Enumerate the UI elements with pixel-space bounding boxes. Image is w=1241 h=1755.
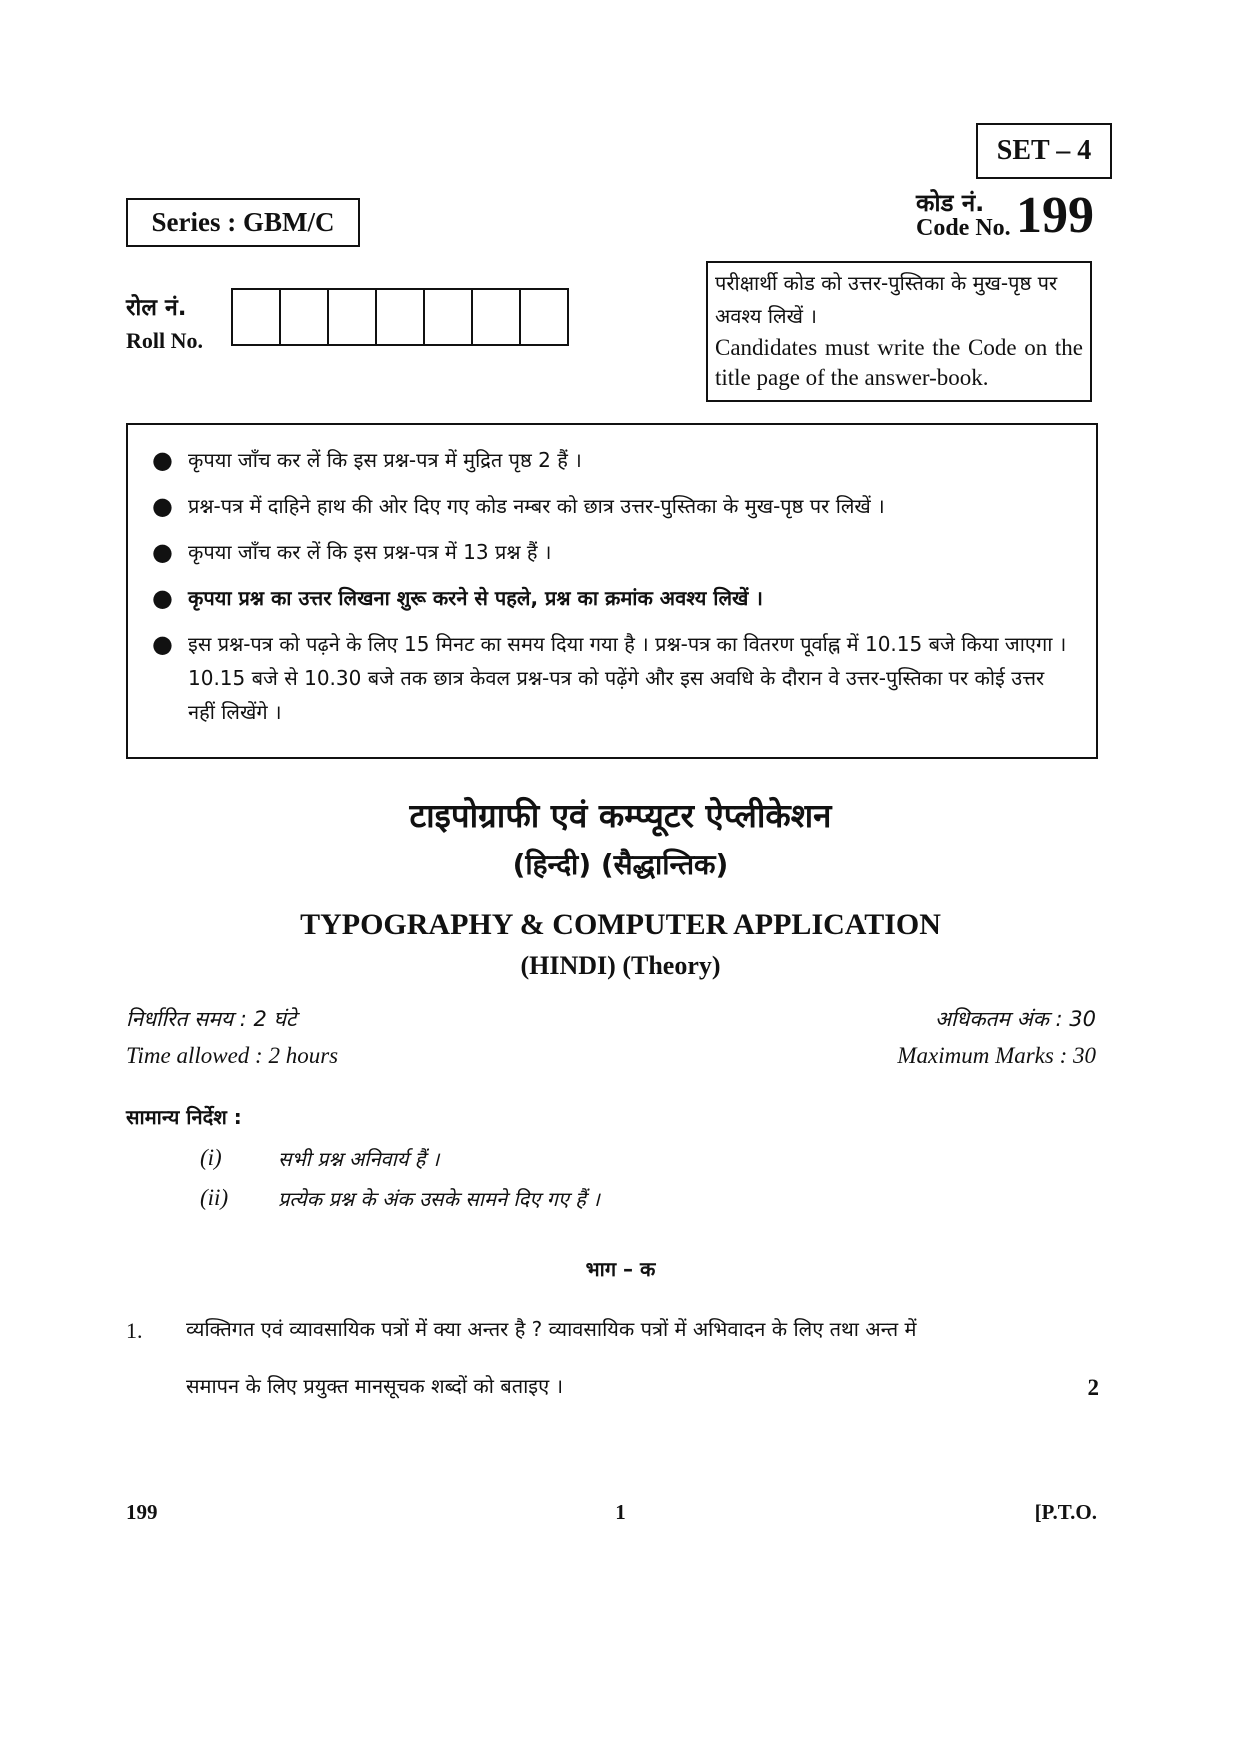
candidate-note-hindi: परीक्षार्थी कोड को उत्तर-पुस्तिका के मुख-पृष्ठ पर अवश्य लिखें । [715,271,1058,328]
general-instruction-item [200,1145,439,1172]
instruction-text: कृपया जाँच कर लें कि इस प्रश्न-पत्र में मुद्रित पृष्ठ 2 हैं । [188,448,582,472]
general-instruction-number: (i) [200,1145,222,1170]
general-instruction-text: प्रत्येक प्रश्न के अंक उसके सामने दिए गए हैं । [278,1187,600,1211]
bullet-icon: ● [152,630,173,658]
time-allowed-hindi: निर्धारित समय : 2 घंटे [126,1007,297,1031]
roll-number-boxes[interactable] [231,288,569,346]
time-allowed-english: Time allowed : 2 hours [126,1043,339,1068]
footer-pto: [P.T.O. [1034,1500,1097,1524]
roll-digit-box[interactable] [233,290,281,344]
roll-digit-box[interactable] [473,290,521,344]
instruction-item [152,443,1072,477]
instruction-text: कृपया प्रश्न का उत्तर लिखना शुरू करने से पहले, प्रश्न का क्रमांक अवश्य लिखें । [188,586,763,610]
instruction-text: प्रश्न-पत्र में दाहिने हाथ की ओर दिए गए कोड नम्बर को छात्र उत्तर-पुस्तिका के मुख-पृष्ठ पर लिखें । [188,494,885,518]
general-instruction-item [200,1185,600,1212]
general-instruction-text: सभी प्रश्न अनिवार्य हैं । [278,1147,440,1171]
footer-code: 199 [126,1500,158,1524]
instruction-item [152,535,1072,569]
question-text-line2: समापन के लिए प्रयुक्त मानसूचक शब्दों को बताइए । [186,1374,564,1398]
instruction-text: कृपया जाँच कर लें कि इस प्रश्न-पत्र में 13 प्रश्न हैं । [188,540,552,564]
code-number: 199 [1016,187,1094,244]
question-marks: 2 [1087,1375,1099,1400]
bullet-icon: ● [152,446,173,474]
instruction-item [152,627,1072,729]
question-text-line1: व्यक्तिगत एवं व्यावसायिक पत्रों में क्या अन्तर है ? व्यावसायिक पत्रों में अभिवादन के लिए तथा अन्त में [186,1317,917,1341]
candidate-note-box [706,261,1092,402]
general-instructions-label: सामान्य निर्देश : [126,1105,242,1129]
bullet-icon: ● [152,538,173,566]
footer-page-number: 1 [615,1500,626,1524]
subtitle-english: (HINDI) (Theory) [520,951,721,980]
set-label: SET – 4 [976,123,1112,179]
bullet-icon: ● [152,584,173,612]
roll-digit-box[interactable] [521,290,567,344]
roll-digit-box[interactable] [281,290,329,344]
roll-label-english: Roll No. [126,328,203,353]
roll-label-hindi: रोल नं. [126,295,187,321]
candidate-note-english: Candidates must write the Code on the title page of the answer-book. [715,335,1083,390]
general-instruction-number: (ii) [200,1185,229,1210]
title-hindi: टाइपोग्राफी एवं कम्प्यूटर ऐप्लीकेशन [409,796,832,835]
roll-digit-box[interactable] [425,290,473,344]
section-heading: भाग – क [585,1257,656,1281]
bullet-icon: ● [152,492,173,520]
instruction-text: इस प्रश्न-पत्र को पढ़ने के लिए 15 मिनट का समय दिया गया है । प्रश्न-पत्र का वितरण पूर्वाह्न में 10.15 बजे किया जाएगा । 10.15 बजे से 10.30 बजे तक छात्र केवल प्रश्न-पत्र को पढ़ेंगे और इस अवधि के दौरान वे उत्तर-पुस्तिका पर कोई उत्तर नहीं लिखेंगे । [188,632,1067,724]
instruction-item [152,489,1072,523]
max-marks-hindi: अधिकतम अंक : 30 [934,1007,1096,1031]
series-label: Series : GBM/C [126,198,360,247]
max-marks-english: Maximum Marks : 30 [897,1043,1096,1068]
roll-digit-box[interactable] [377,290,425,344]
title-english: TYPOGRAPHY & COMPUTER APPLICATION [300,908,941,941]
code-label-english: Code No. [916,215,1011,241]
code-label-hindi: कोड नं. [916,189,985,217]
roll-digit-box[interactable] [329,290,377,344]
subtitle-hindi: (हिन्दी) (सैद्धान्तिक) [512,848,729,881]
instructions-box [126,423,1098,759]
question-number: 1. [126,1318,143,1343]
instruction-item [152,581,1072,615]
